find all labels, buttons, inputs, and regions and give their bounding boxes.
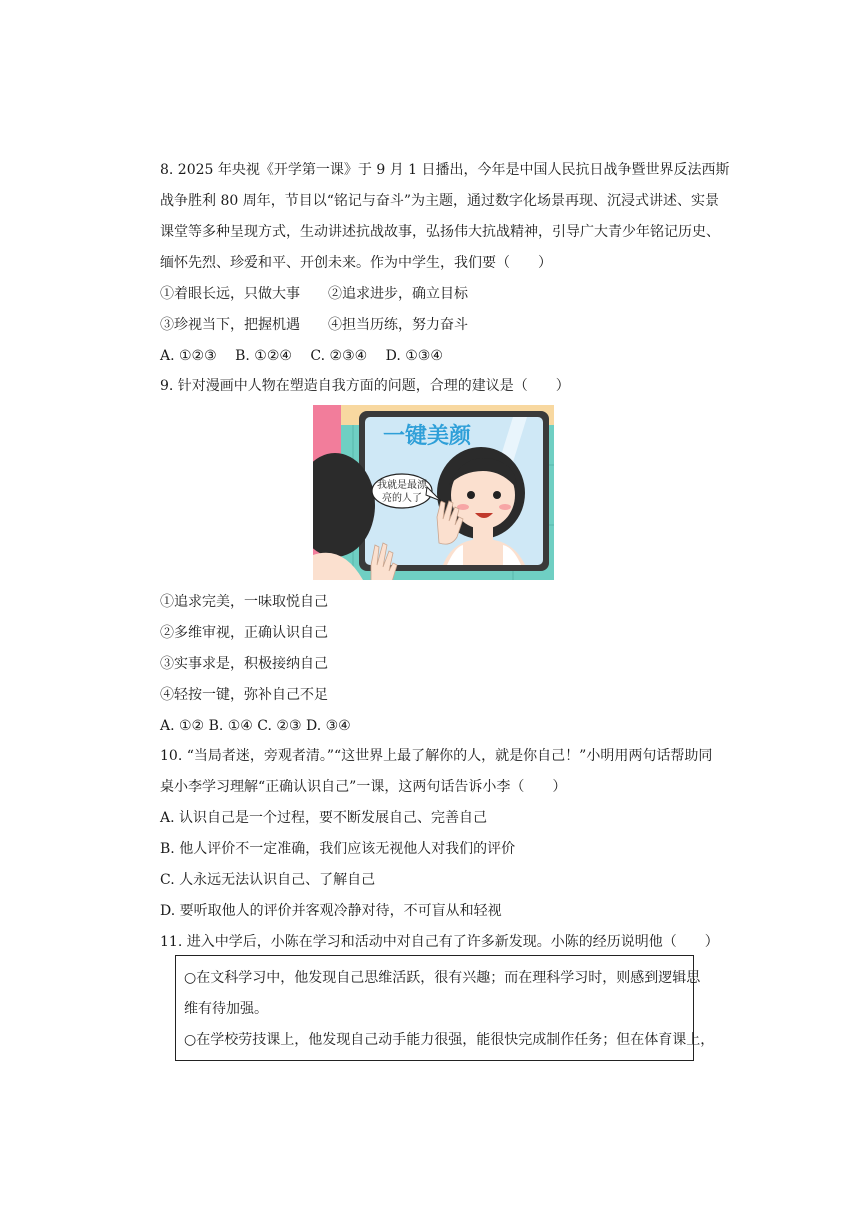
q9-option-1: ①追求完美，一味取悦自己 xyxy=(160,594,328,610)
q11-stem: 11. 进入中学后，小陈在学习和活动中对自己有了许多新发现。小陈的经历说明他（ ） xyxy=(160,934,719,950)
q11-box-line3: ○在学校劳技课上，他发现自己动手能力很强，能很快完成制作任务；但在体育课上， xyxy=(184,1032,715,1048)
q8-options-row1: ①着眼长远，只做大事 ②追求进步，确立目标 xyxy=(160,286,468,302)
q9-option-3: ③实事求是，积极接纳自己 xyxy=(160,656,328,672)
q10-stem-line2: 桌小李学习理解“正确认识自己”一课，这两句话告诉小李（ ） xyxy=(160,779,567,795)
q8-stem-line3: 课堂等多种呈现方式，生动讲述抗战故事，弘扬伟大抗战精神，引导广大青少年铭记历史、 xyxy=(160,224,720,240)
bubble-line2: 亮的人了 xyxy=(382,493,422,504)
q11-box-line1: ○在文科学习中，他发现自己思维活跃，很有兴趣；而在理科学习时，则感到逻辑思 xyxy=(184,970,701,986)
q11-material-box xyxy=(175,955,715,1061)
q8-stem-line2: 战争胜利 80 周年，节目以“铭记与奋斗”为主题，通过数字化场景再现、沉浸式讲述、实景 xyxy=(160,193,720,209)
q11-box-line2: 维有待加强。 xyxy=(184,1001,268,1017)
q9-answer-choices: A. ①② B. ①④ C. ②③ D. ③④ xyxy=(160,718,351,734)
q8-answer-choices: A. ①②③ B. ①②④ C. ②③④ D. ①③④ xyxy=(160,348,443,364)
q10-option-d: D. 要听取他人的评价并客观冷静对待，不可盲从和轻视 xyxy=(160,903,502,919)
q9-option-2: ②多维审视，正确认识自己 xyxy=(160,625,328,641)
bubble-line1: 我就是最漂 xyxy=(377,480,427,491)
q9-cartoon xyxy=(313,405,554,580)
cartoon-title-text: 一键美颜 xyxy=(383,424,472,449)
q8-options-row2: ③珍视当下，把握机遇 ④担当历练，努力奋斗 xyxy=(160,317,468,333)
q9-option-4: ④轻按一键，弥补自己不足 xyxy=(160,687,328,703)
q8-stem-line1: 8. 2025 年央视《开学第一课》于 9 月 1 日播出，今年是中国人民抗日战争暨世界反法西斯 xyxy=(160,162,730,178)
cartoon-title xyxy=(383,423,472,449)
q10-option-a: A. 认识自己是一个过程，要不断发展自己、完善自己 xyxy=(160,810,488,826)
q10-stem-line1: 10. “当局者迷，旁观者清。”“这世界上最了解你的人，就是你自己！”小明用两句话帮助同 xyxy=(160,748,713,764)
q10-option-b: B. 他人评价不一定准确，我们应该无视他人对我们的评价 xyxy=(160,841,516,857)
q9-stem: 9. 针对漫画中人物在塑造自我方面的问题，合理的建议是（ ） xyxy=(160,378,570,394)
q8-stem-line4: 缅怀先烈、珍爱和平、开创未来。作为中学生，我们要（ ） xyxy=(160,255,552,271)
q10-option-c: C. 人永远无法认识自己、了解自己 xyxy=(160,872,376,888)
